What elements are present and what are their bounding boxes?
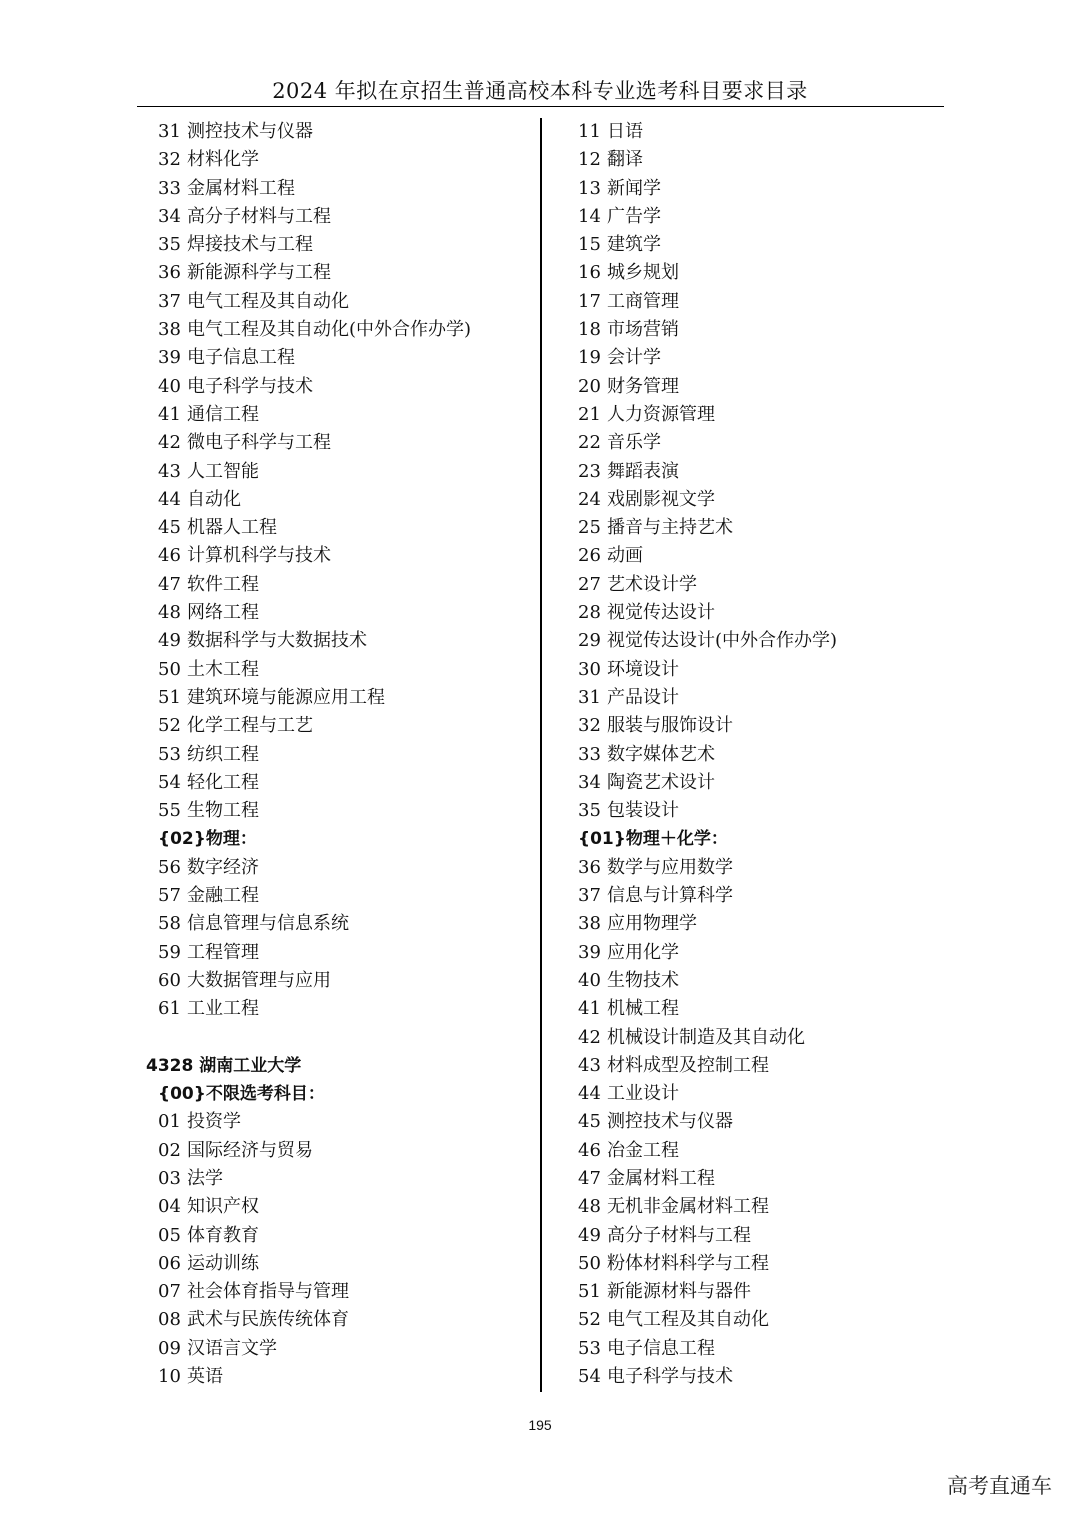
major-list-item [158, 599, 528, 627]
major-name: 人力资源管理 [607, 403, 715, 425]
major-number: 52 [578, 1309, 601, 1331]
major-list-item [158, 910, 528, 938]
major-number: 25 [578, 517, 601, 539]
major-number: 47 [158, 573, 181, 595]
major-list-item [578, 231, 958, 259]
major-number: 54 [578, 1366, 601, 1388]
major-number: 17 [578, 290, 601, 312]
major-name: 高分子材料与工程 [187, 205, 331, 227]
major-list-item [578, 769, 958, 797]
major-number: 37 [158, 290, 181, 312]
major-number: 39 [578, 941, 601, 963]
major-name: 信息管理与信息系统 [187, 913, 349, 935]
major-name: 服装与服饰设计 [607, 715, 733, 737]
major-list-item [578, 344, 958, 372]
major-name: 工业工程 [187, 998, 259, 1020]
major-number: 13 [578, 177, 601, 199]
major-number: 01 [158, 1111, 181, 1133]
major-list-item [578, 1137, 958, 1165]
major-name: 工商管理 [607, 290, 679, 312]
major-list-item [578, 1335, 958, 1363]
major-list-item [158, 344, 528, 372]
page-title: 2024 年拟在京招生普通高校本科专业选考科目要求目录 [272, 79, 808, 103]
major-name: 金属材料工程 [187, 177, 295, 199]
major-number: 36 [158, 262, 181, 284]
major-name: 建筑学 [607, 234, 661, 256]
major-list-item [158, 1306, 528, 1334]
major-name: 建筑环境与能源应用工程 [187, 686, 385, 708]
major-list-item [158, 854, 528, 882]
right-column [578, 118, 958, 1391]
major-number: 43 [578, 1054, 601, 1076]
major-name: 自动化 [187, 488, 241, 510]
major-number: 37 [578, 885, 601, 907]
major-name: 测控技术与仪器 [187, 121, 313, 142]
major-number: 20 [578, 375, 601, 397]
major-number: 31 [578, 686, 601, 708]
major-name: 人工智能 [187, 460, 259, 482]
school-heading: 4328 湖南工业大学 [146, 1055, 302, 1076]
major-name: 艺术设计学 [607, 573, 697, 595]
major-number: 15 [578, 234, 601, 256]
major-list-item [578, 316, 958, 344]
major-list-item [158, 1278, 528, 1306]
major-number: 48 [158, 602, 181, 624]
major-list-item [158, 1137, 528, 1165]
major-number: 51 [158, 686, 181, 708]
major-name: 法学 [187, 1167, 223, 1189]
major-list-item [578, 1108, 958, 1136]
major-number: 42 [158, 432, 181, 454]
major-list-item [578, 1024, 958, 1052]
major-list-item [158, 1193, 528, 1221]
major-name: 工业设计 [607, 1083, 679, 1105]
major-number: 06 [158, 1252, 181, 1274]
major-number: 35 [158, 234, 181, 256]
page-number: 195 [528, 1417, 552, 1433]
major-number: 40 [158, 375, 181, 397]
major-number: 38 [158, 319, 181, 341]
major-name: 投资学 [187, 1111, 241, 1133]
major-number: 43 [158, 460, 181, 482]
major-list-item [158, 1250, 528, 1278]
major-list-item [158, 939, 528, 967]
major-list-item [158, 486, 528, 514]
major-list-item [158, 1222, 528, 1250]
major-name: 电气工程及其自动化(中外合作办学) [187, 319, 472, 341]
major-name: 应用化学 [607, 941, 679, 963]
major-name: 翻译 [607, 149, 643, 171]
major-list-item [578, 514, 958, 542]
major-number: 11 [578, 121, 601, 142]
major-name: 数字经济 [187, 856, 259, 878]
major-list-item [158, 797, 528, 825]
major-list-item [578, 1222, 958, 1250]
major-number: 02 [158, 1139, 181, 1161]
major-name: 信息与计算科学 [607, 885, 733, 907]
major-list-item [578, 1052, 958, 1080]
major-number: 22 [578, 432, 601, 454]
major-list-item [158, 429, 528, 457]
major-name: 通信工程 [187, 403, 259, 425]
major-list-item [578, 203, 958, 231]
major-name: 动画 [607, 545, 643, 567]
major-name: 数学与应用数学 [607, 856, 733, 878]
major-number: 54 [158, 771, 181, 793]
major-list-item [158, 231, 528, 259]
major-list-item [158, 882, 528, 910]
major-number: 04 [158, 1196, 181, 1218]
major-name: 财务管理 [607, 375, 679, 397]
major-number: 49 [158, 630, 181, 652]
major-number: 18 [578, 319, 601, 341]
major-list-item [578, 1306, 958, 1334]
major-list-item [158, 514, 528, 542]
major-list-item [578, 1080, 958, 1108]
major-name: 粉体材料科学与工程 [607, 1252, 769, 1274]
major-name: 汉语言文学 [187, 1337, 277, 1359]
column-divider [540, 118, 542, 1392]
major-list-item [158, 401, 528, 429]
major-number: 41 [158, 403, 181, 425]
major-list-item [158, 146, 528, 174]
major-number: 33 [578, 743, 601, 765]
watermark: 高考直通车 [947, 1474, 1052, 1498]
major-number: 40 [578, 969, 601, 991]
major-number: 32 [578, 715, 601, 737]
major-list-item [158, 1108, 528, 1136]
major-list-item [578, 599, 958, 627]
major-list-item [578, 571, 958, 599]
major-name: 大数据管理与应用 [187, 969, 331, 991]
major-name: 播音与主持艺术 [607, 517, 733, 539]
major-number: 50 [578, 1252, 601, 1274]
subject-requirement-heading: {00}不限选考科目： [158, 1084, 325, 1105]
major-list-item [578, 118, 958, 146]
major-list-item [158, 288, 528, 316]
major-number: 48 [578, 1196, 601, 1218]
major-list-item [578, 401, 958, 429]
major-name: 机械工程 [607, 998, 679, 1020]
major-number: 23 [578, 460, 601, 482]
major-list-item [578, 712, 958, 740]
major-list-item [578, 1363, 958, 1391]
major-list-item [578, 656, 958, 684]
major-list-item [158, 1335, 528, 1363]
major-list-item [158, 1363, 528, 1391]
major-name: 机械设计制造及其自动化 [607, 1026, 805, 1048]
major-list-item [158, 175, 528, 203]
major-list-item [158, 995, 528, 1023]
major-name: 测控技术与仪器 [607, 1111, 733, 1133]
major-list-item [158, 259, 528, 287]
major-name: 电气工程及其自动化 [607, 1309, 769, 1331]
major-name: 微电子科学与工程 [187, 432, 331, 454]
major-number: 09 [158, 1337, 181, 1359]
major-number: 45 [158, 517, 181, 539]
major-list-item [578, 684, 958, 712]
major-number: 35 [578, 800, 601, 822]
major-list-item [158, 712, 528, 740]
major-name: 舞蹈表演 [607, 460, 679, 482]
major-name: 新能源科学与工程 [187, 262, 331, 284]
major-number: 12 [578, 149, 601, 171]
major-name: 机器人工程 [187, 517, 277, 539]
major-name: 视觉传达设计(中外合作办学) [607, 630, 838, 652]
major-list-item [578, 1278, 958, 1306]
major-number: 53 [158, 743, 181, 765]
major-name: 社会体育指导与管理 [187, 1281, 349, 1303]
major-list-item [158, 571, 528, 599]
major-number: 42 [578, 1026, 601, 1048]
major-number: 59 [158, 941, 181, 963]
major-number: 36 [578, 856, 601, 878]
major-number: 31 [158, 121, 181, 142]
major-number: 10 [158, 1366, 181, 1388]
major-name: 软件工程 [187, 573, 259, 595]
major-name: 数据科学与大数据技术 [187, 630, 367, 652]
major-list-item [158, 627, 528, 655]
major-name: 金属材料工程 [607, 1167, 715, 1189]
major-list-item [578, 1250, 958, 1278]
major-name: 市场营销 [607, 319, 679, 341]
major-number: 49 [578, 1224, 601, 1246]
major-name: 体育教育 [187, 1224, 259, 1246]
major-number: 08 [158, 1309, 181, 1331]
major-name: 网络工程 [187, 602, 259, 624]
major-name: 数字媒体艺术 [607, 743, 715, 765]
left-column [146, 118, 528, 1391]
major-list-item [578, 627, 958, 655]
major-number: 44 [578, 1083, 601, 1105]
major-number: 57 [158, 885, 181, 907]
major-list-item [578, 175, 958, 203]
major-number: 05 [158, 1224, 181, 1246]
major-list-item [158, 458, 528, 486]
major-list-item [578, 1165, 958, 1193]
major-list-item [578, 542, 958, 570]
major-name: 知识产权 [187, 1196, 259, 1218]
major-name: 材料化学 [187, 149, 259, 171]
blank-row [158, 1024, 528, 1052]
major-name: 包装设计 [607, 800, 679, 822]
major-name: 应用物理学 [607, 913, 697, 935]
major-number: 50 [158, 658, 181, 680]
major-name: 高分子材料与工程 [607, 1224, 751, 1246]
major-name: 电气工程及其自动化 [187, 290, 349, 312]
major-number: 46 [578, 1139, 601, 1161]
major-number: 34 [158, 205, 181, 227]
major-number: 24 [578, 488, 601, 510]
major-name: 环境设计 [607, 658, 679, 680]
major-name: 电子科学与技术 [607, 1366, 733, 1388]
major-name: 新闻学 [607, 177, 661, 199]
major-list-item [578, 882, 958, 910]
major-name: 冶金工程 [607, 1139, 679, 1161]
major-name: 焊接技术与工程 [187, 234, 313, 256]
major-name: 戏剧影视文学 [607, 488, 715, 510]
major-number: 53 [578, 1337, 601, 1359]
major-number: 60 [158, 969, 181, 991]
major-name: 电子科学与技术 [187, 375, 313, 397]
major-name: 金融工程 [187, 885, 259, 907]
major-number: 47 [578, 1167, 601, 1189]
major-number: 46 [158, 545, 181, 567]
major-number: 26 [578, 545, 601, 567]
major-list-item [578, 939, 958, 967]
major-name: 运动训练 [187, 1252, 259, 1274]
major-list-item [578, 486, 958, 514]
major-name: 轻化工程 [187, 771, 259, 793]
major-name: 陶瓷艺术设计 [607, 771, 715, 793]
major-name: 日语 [607, 121, 643, 142]
major-list-item [578, 995, 958, 1023]
major-list-item [578, 259, 958, 287]
major-list-item [578, 146, 958, 174]
major-name: 材料成型及控制工程 [607, 1054, 769, 1076]
major-name: 视觉传达设计 [607, 602, 715, 624]
major-list-item [578, 288, 958, 316]
major-list-item [158, 1165, 528, 1193]
major-number: 32 [158, 149, 181, 171]
major-name: 生物技术 [607, 969, 679, 991]
major-number: 30 [578, 658, 601, 680]
subject-requirement-heading: {02}物理： [158, 829, 257, 850]
major-name: 纺织工程 [187, 743, 259, 765]
major-number: 55 [158, 800, 181, 822]
major-name: 计算机科学与技术 [187, 545, 331, 567]
major-number: 28 [578, 602, 601, 624]
major-list-item [578, 1193, 958, 1221]
major-list-item [578, 854, 958, 882]
major-name: 土木工程 [187, 658, 259, 680]
major-name: 化学工程与工艺 [187, 715, 313, 737]
major-list-item [158, 373, 528, 401]
major-name: 会计学 [607, 347, 661, 369]
major-list-item [158, 656, 528, 684]
major-number: 56 [158, 856, 181, 878]
major-number: 16 [578, 262, 601, 284]
major-name: 广告学 [607, 205, 661, 227]
major-list-item [158, 118, 528, 146]
header-divider [137, 106, 944, 107]
major-name: 英语 [187, 1366, 223, 1388]
major-number: 45 [578, 1111, 601, 1133]
major-list-item [578, 967, 958, 995]
major-number: 29 [578, 630, 601, 652]
major-name: 产品设计 [607, 686, 679, 708]
major-name: 电子信息工程 [607, 1337, 715, 1359]
major-number: 03 [158, 1167, 181, 1189]
major-name: 电子信息工程 [187, 347, 295, 369]
major-number: 27 [578, 573, 601, 595]
major-list-item [578, 429, 958, 457]
major-list-item [158, 684, 528, 712]
major-number: 33 [158, 177, 181, 199]
major-list-item [578, 797, 958, 825]
major-number: 61 [158, 998, 181, 1020]
major-number: 44 [158, 488, 181, 510]
major-number: 34 [578, 771, 601, 793]
major-number: 07 [158, 1281, 181, 1303]
major-list-item [158, 203, 528, 231]
major-list-item [158, 967, 528, 995]
major-name: 工程管理 [187, 941, 259, 963]
subject-requirement-heading: {01}物理＋化学： [578, 829, 728, 850]
major-name: 生物工程 [187, 800, 259, 822]
major-number: 14 [578, 205, 601, 227]
major-name: 国际经济与贸易 [187, 1139, 313, 1161]
major-list-item [158, 769, 528, 797]
major-list-item [158, 316, 528, 344]
major-number: 21 [578, 403, 601, 425]
major-number: 19 [578, 347, 601, 369]
major-list-item [578, 373, 958, 401]
major-list-item [578, 458, 958, 486]
major-name: 城乡规划 [607, 262, 679, 284]
major-number: 51 [578, 1281, 601, 1303]
major-number: 52 [158, 715, 181, 737]
major-list-item [578, 910, 958, 938]
major-number: 39 [158, 347, 181, 369]
major-list-item [158, 741, 528, 769]
major-name: 新能源材料与器件 [607, 1281, 751, 1303]
major-number: 58 [158, 913, 181, 935]
major-name: 无机非金属材料工程 [607, 1196, 769, 1218]
major-number: 41 [578, 998, 601, 1020]
major-list-item [578, 741, 958, 769]
major-number: 38 [578, 913, 601, 935]
major-name: 武术与民族传统体育 [187, 1309, 349, 1331]
major-list-item [158, 542, 528, 570]
major-name: 音乐学 [607, 432, 661, 454]
